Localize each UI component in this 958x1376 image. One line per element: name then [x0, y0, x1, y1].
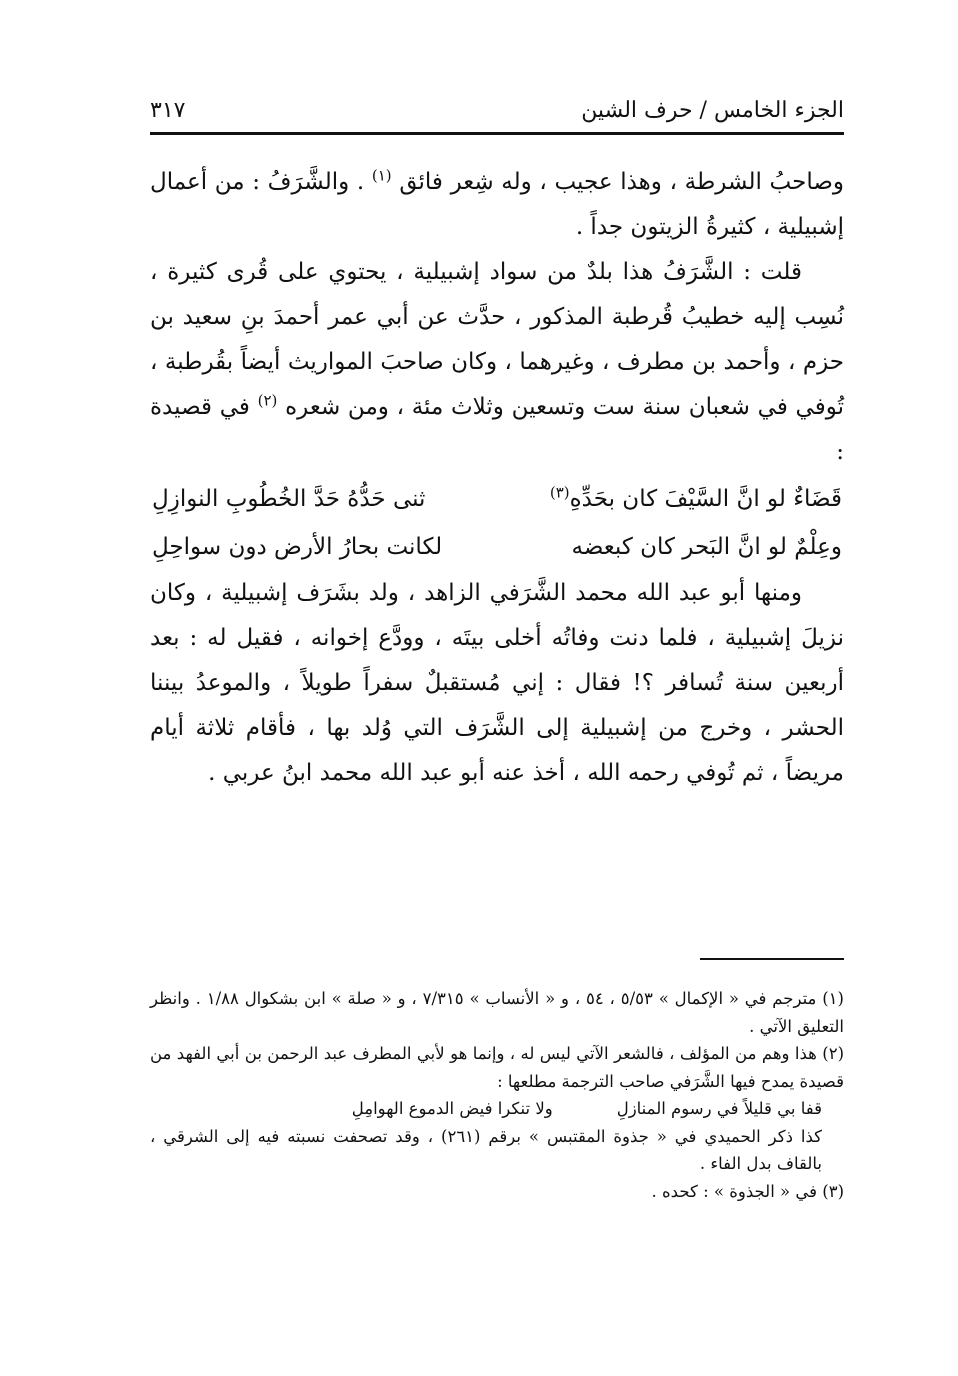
footnotes [150, 985, 844, 1205]
verse-line-2 [150, 523, 844, 571]
paragraph-1 [150, 160, 844, 250]
verse-2-hemistich-right: وعِلْمٌ لو انَّ البَحر كان كبعضه [571, 534, 842, 560]
page-header [150, 86, 844, 126]
verse-1-right-text: قَضَاءٌ لو انَّ السَّيْفَ كان بحَدِّهِ [569, 486, 842, 512]
footnote-2-verse-right: قفا بي قليلاً في رسوم المنازلِ [616, 1099, 822, 1118]
paragraph-2-text-a: قلت : الشَّرَفُ هذا بلدٌ من سواد إشبيلية ، يحتوي على قُرى كثيرة ، نُسِب إليه خطيبُ قُرطبة المذكور ، حدَّث عن أبي عمر أحمدَ بنِ سعيد بن حزم ، وأحمد بن مطرف ، وغيرهما ، وكان صاحبَ المواريث أيضاً بقُرطبة ، تُوفي في شعبان سنة ست وتسعين وثلاث مئة ، ومن شعره [150, 259, 845, 420]
page-number: ٣١٧ [150, 98, 186, 123]
footnote-ref-2: (٢) [257, 391, 278, 410]
footnote-2-verse-left: ولا تنكرا فيض الدموع الهوامِلِ [351, 1099, 553, 1118]
paragraph-1-text-a: وصاحبُ الشرطة ، وهذا عجيب ، وله شِعر فائق [399, 169, 845, 195]
footnote-2-verse [150, 1095, 844, 1123]
footnote-2-continuation: كذا ذكر الحميدي في « جذوة المقتبس » برقم (٢٦١) ، وقد تصحفت نسبته فيه إلى الشرقي ، بالقاف بدل الفاء . [150, 1126, 823, 1173]
header-rule [150, 132, 844, 135]
paragraph-2-text-b: في قصيدة : [150, 394, 844, 465]
footnote-separator [700, 958, 844, 960]
verse-1-hemistich-left: ثنى حَدُّهُ حَدَّ الخُطُوبِ النوازِلِ [152, 486, 426, 512]
verse-1-hemistich-right [550, 475, 842, 523]
paragraph-2 [150, 250, 844, 475]
footnote-3: (٣) في « الجذوة » : كحده . [651, 1181, 844, 1201]
footnote-ref-3: (٣) [549, 483, 570, 502]
verse-2-hemistich-left: لكانت بحارُ الأرض دون سواحِلِ [152, 534, 443, 560]
paragraph-3: ومنها أبو عبد الله محمد الشَّرَفي الزاهد ، ولد بشَرَف إشبيلية ، وكان نزيلَ إشبيلية ، فلما دنت وفاتُه أخلى بيتَه ، وودَّع إخوانه ، فقيل له : بعد أربعين سنة تُسافر ؟! فقال : إني مُستقبلٌ سفراً طويلاً ، والموعدُ بيننا الحشر ، وخرج من إشبيلية إلى الشَّرَف التي وُلد بها ، فأقام ثلاثة أيام مريضاً ، ثم تُوفي رحمه الله ، أخذ عنه أبو عبد الله محمد ابنُ عربي . [150, 580, 844, 786]
footnote-ref-1: (١) [371, 166, 392, 185]
footnote-1: (١) مترجم في « الإكمال » ٥/٥٣ ، ٥٤ ، و « الأنساب » ٧/٣١٥ ، و « صلة » ابن بشكوال ١/٨٨ . وانظر التعليق الآتي . [150, 989, 844, 1036]
verse-line-1 [150, 475, 844, 523]
footnote-2: (٢) هذا وهم من المؤلف ، فالشعر الآتي ليس له ، وإنما هو لأبي المطرف عبد الرحمن بن أبي الفهد من قصيدة يمدح فيها الشَّرَفي صاحب الترجمة مطلعها : [150, 1044, 844, 1091]
paragraph-1-text-b: . والشَّرَفُ : من أعمال إشبيلية ، كثيرةُ الزيتون جداً . [150, 169, 844, 240]
main-text [150, 160, 844, 796]
running-title: الجزء الخامس / حرف الشين [581, 98, 844, 123]
